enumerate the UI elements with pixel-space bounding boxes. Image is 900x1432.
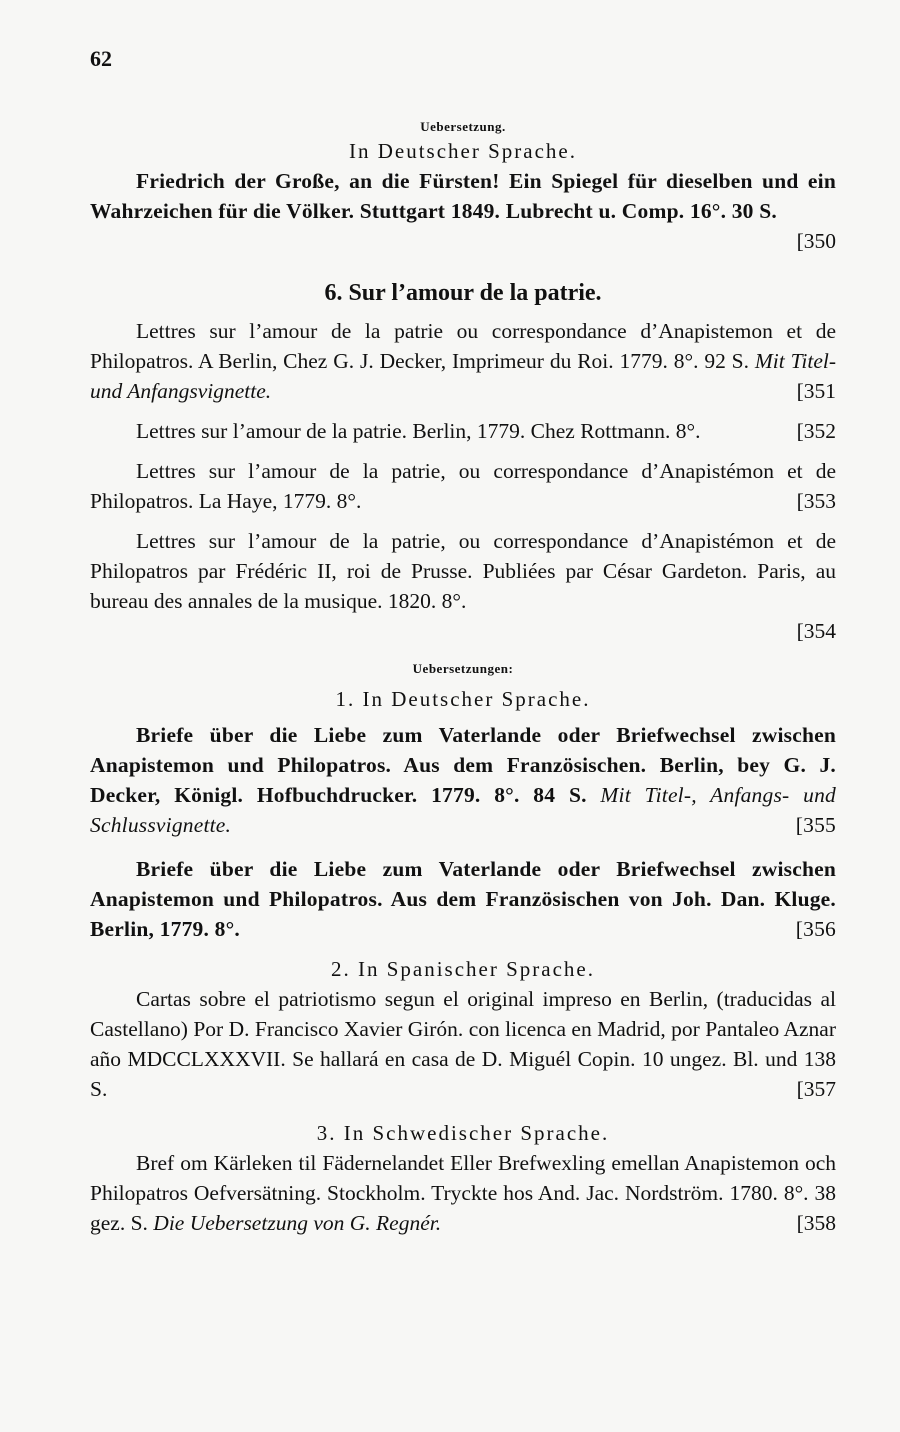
section-label: Uebersetzungen: (412, 661, 514, 676)
bibliography-entry-355 (90, 720, 836, 840)
bibliography-entry-356 (90, 854, 836, 944)
entry-text: Cartas sobre el patriotismo segun el original impreso en Berlin, (traducidas al Castellano) Por D. Francisco Xavier Girón. con licenca en Madrid, por Pantaleo Aznar año MDCCLXXXVII. Se hallará en casa de D. Miguél Copin. 10 ungez. Bl. und 138 S. (90, 987, 836, 1101)
bibliography-entry-350 (90, 166, 836, 226)
bibliography-entry-357 (90, 984, 836, 1104)
language-heading: 2. In Spanischer Sprache. (330, 957, 596, 981)
language-heading: 1. In Deutscher Sprache. (335, 687, 591, 711)
entry-number: [356 (795, 917, 836, 941)
entry-text: Bref om Kärleken til Fädernelandet Eller Brefwexling emellan Anapistemon och Philopatros Oefversätning. Stockholm. Tryckte hos And. Jac. Nordström. 1780. 8°. 38 gez. S. (90, 1151, 836, 1235)
section-label: Uebersetzung. (420, 119, 506, 134)
entry-text: Briefe über die Liebe zum Vaterlande oder Briefwechsel zwischen Anapistemon und Philopatros. Aus dem Französischen von Joh. Dan. Kluge. Berlin, 1779. 8°. (90, 857, 836, 941)
bibliography-entry-353 (90, 456, 836, 516)
entry-number: [358 (796, 1211, 836, 1235)
bibliography-entry-351 (90, 316, 836, 406)
entry-number: [352 (796, 419, 836, 443)
entry-text: Lettres sur l’amour de la patrie, ou correspondance d’Anapistémon et de Philopatros par Frédéric II, roi de Prusse. Publiées par César Gardeton. Paris, au bureau des annales de la musique. 1820. 8°. (90, 529, 836, 613)
entry-text: Friedrich der Große, an die Fürsten! Ein Spiegel für dieselben und ein Wahrzeichen für die Völker. Stuttgart 1849. Lubrecht u. Comp. 16°. 30 S. (90, 169, 836, 223)
page-number: 62 (90, 46, 112, 71)
entry-text: Briefe über die Liebe zum Vaterlande oder Briefwechsel zwischen Anapistemon und Philopatros. Aus dem Französischen. Berlin, bey G. J. Decker, Königl. Hofbuchdrucker. 1779. 8°. 84 S. (90, 723, 836, 807)
language-heading: In Deutscher Sprache. (348, 139, 577, 163)
entry-note: Die Uebersetzung von G. Regnér. (153, 1211, 442, 1235)
page-content (90, 118, 836, 1238)
entry-note: Mit Titel- und Anfangsvignette. (90, 349, 837, 403)
entry-note: Mit Titel-, Anfangs- und Schlussvignette. (90, 783, 836, 837)
section-heading: 6. Sur l’amour de la patrie. (324, 280, 602, 306)
bibliography-entry-354 (90, 526, 836, 616)
entry-number-354: [354 (796, 619, 836, 643)
entry-number: [355 (795, 813, 836, 837)
bibliography-entry-352 (90, 416, 836, 446)
entry-number: [357 (796, 1077, 836, 1101)
entry-text: Lettres sur l’amour de la patrie, ou correspondance d’Anapistémon et de Philopatros. La Haye, 1779. 8°. (90, 459, 836, 513)
language-heading: 3. In Schwedischer Sprache. (316, 1121, 610, 1145)
entry-number-350: [350 (796, 229, 836, 253)
entry-text: Lettres sur l’amour de la patrie. Berlin, 1779. Chez Rottmann. 8°. (136, 419, 701, 443)
entry-number: [353 (796, 489, 836, 513)
entry-number: [351 (796, 379, 836, 403)
entry-text: Lettres sur l’amour de la patrie ou correspondance d’Anapistemon et de Philopatros. A Berlin, Chez G. J. Decker, Imprimeur du Roi. 1779. 8°. 92 S. (90, 319, 836, 373)
bibliography-entry-358 (90, 1148, 836, 1238)
